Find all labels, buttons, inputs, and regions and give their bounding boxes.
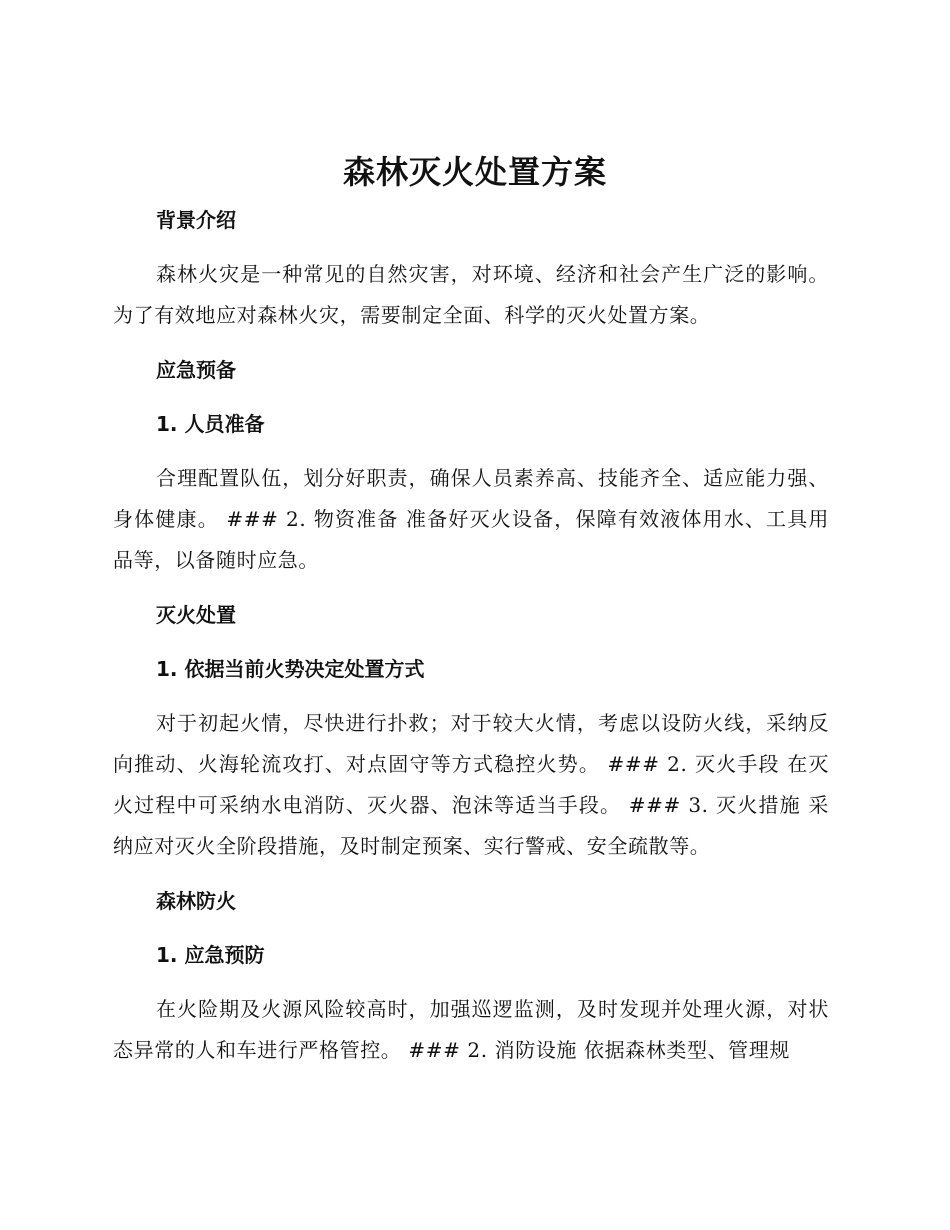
subheading-emergency-prevention: 1. 应急预防 <box>156 943 265 967</box>
section-heading-emergency-preparation: 应急预备 <box>156 358 236 382</box>
paragraph-background: 森林火灾是一种常见的自然灾害，对环境、经济和社会产生广泛的影响。为了有效地应对森林火灾，需要制定全面、科学的灭火处置方案。 <box>113 262 829 327</box>
document-title: 森林灭火处置方案 <box>342 153 607 191</box>
section-heading-firefighting: 灭火处置 <box>156 603 236 627</box>
section-heading-forest-fire-prevention: 森林防火 <box>156 889 236 913</box>
subheading-fire-situation: 1. 依据当前火势决定处置方式 <box>156 657 425 681</box>
paragraph-emergency-prevention: 在火险期及火源风险较高时，加强巡逻监测，及时发现并处理火源，对状态异常的人和车进行严格管控。 ### 2. 消防设施 依据森林类型、管理规 <box>113 997 829 1062</box>
subheading-personnel-preparation: 1. 人员准备 <box>156 412 265 436</box>
paragraph-firefighting: 对于初起火情，尽快进行扑救；对于较大火情，考虑以设防火线，采纳反向推动、火海轮流攻打、对点固守等方式稳控火势。 ### 2. 灭火手段 在灭火过程中可采纳水电消防、灭火器、泡沫等适当手段。 ### 3. 灭火措施 采纳应对灭火全阶段措施，及时制定预案、实行警戒、安全疏散等。 <box>113 711 829 858</box>
document-body <box>113 200 829 1071</box>
paragraph-personnel-preparation: 合理配置队伍，划分好职责，确保人员素养高、技能齐全、适应能力强、身体健康。 ### 2. 物资准备 准备好灭火设备，保障有效液体用水、工具用品等，以备随时应急。 <box>113 466 829 572</box>
section-heading-background: 背景介绍 <box>156 208 236 232</box>
